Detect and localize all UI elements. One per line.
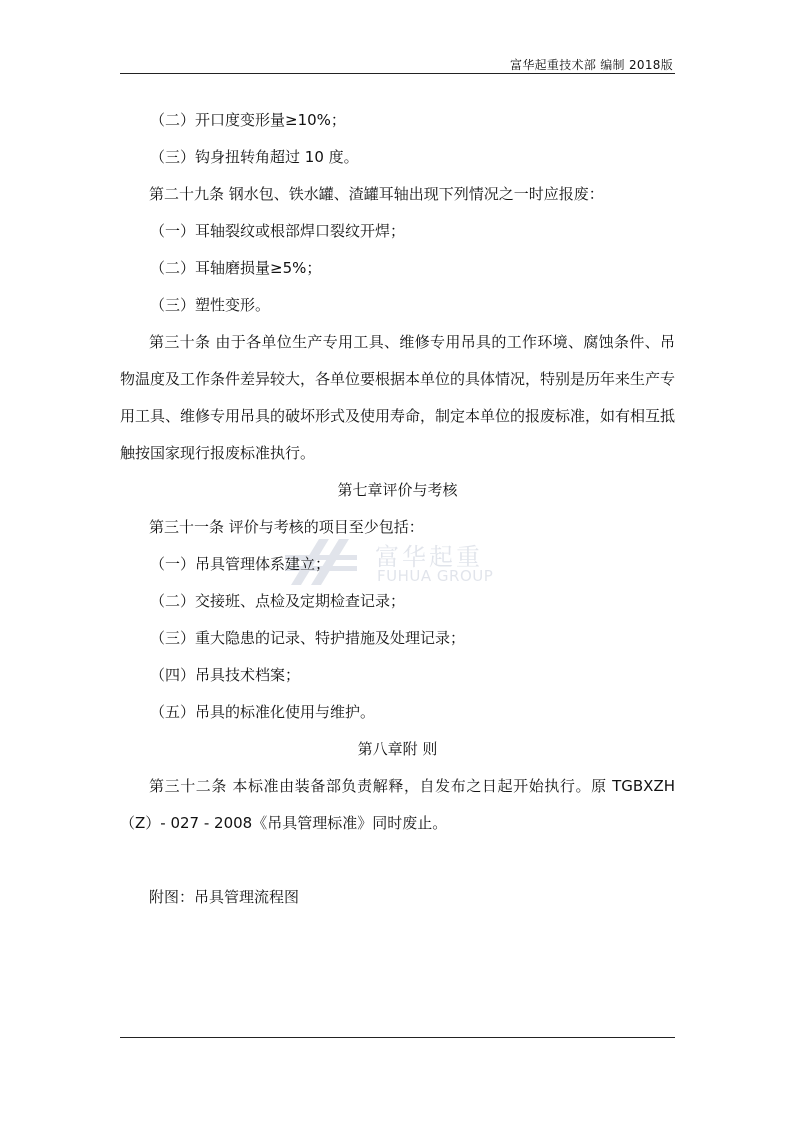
paragraph: （二）耳轴磨损量≥5%； <box>150 259 322 277</box>
paragraph: （一）耳轴裂纹或根部焊口裂纹开焊； <box>150 222 406 240</box>
paragraph: （四）吊具技术档案； <box>150 666 301 684</box>
appendix-line: 附图：吊具管理流程图 <box>149 888 300 906</box>
watermark-chinese-text: 富华起重 <box>375 543 483 571</box>
watermark-english-text: FUHUA GROUP <box>377 567 494 585</box>
header-divider <box>120 73 675 74</box>
footer-divider <box>120 1037 675 1038</box>
article-paragraph: 第二十九条 钢水包、铁水罐、渣罐耳轴出现下列情况之一时应报废： <box>149 185 604 203</box>
paragraph: （二）交接班、点检及定期检查记录； <box>150 592 406 610</box>
paragraph: （三）钩身扭转角超过 10 度。 <box>150 148 359 166</box>
paragraph: （三）重大隐患的记录、特护措施及处理记录； <box>150 629 466 647</box>
document-body <box>120 102 675 916</box>
article-paragraph: 第三十二条 本标准由装备部负责解释，自发布之日起开始执行。原 TGBXZH（Z）- 027 - 2008《吊具管理标准》同时废止。 <box>120 777 675 832</box>
chapter-title: 第八章附 则 <box>357 740 438 758</box>
article-paragraph: 第三十一条 评价与考核的项目至少包括： <box>149 518 424 536</box>
page-header: 富华起重技术部 编制 2018版 <box>510 58 673 72</box>
paragraph: （二）开口度变形量≥10%； <box>150 111 346 129</box>
article-paragraph: 第三十条 由于各单位生产专用工具、维修专用吊具的工作环境、腐蚀条件、吊物温度及工作条件差异较大，各单位要根据本单位的具体情况，特别是历年来生产专用工具、维修专用吊具的破坏形式及使用寿命，制定本单位的报废标准，如有相互抵触按国家现行报废标准执行。 <box>120 333 676 462</box>
chapter-title: 第七章评价与考核 <box>337 481 458 499</box>
blank-line <box>120 842 675 879</box>
paragraph: （一）吊具管理体系建立； <box>150 555 331 573</box>
paragraph: （五）吊具的标准化使用与维护。 <box>150 703 376 721</box>
paragraph: （三）塑性变形。 <box>150 296 271 314</box>
